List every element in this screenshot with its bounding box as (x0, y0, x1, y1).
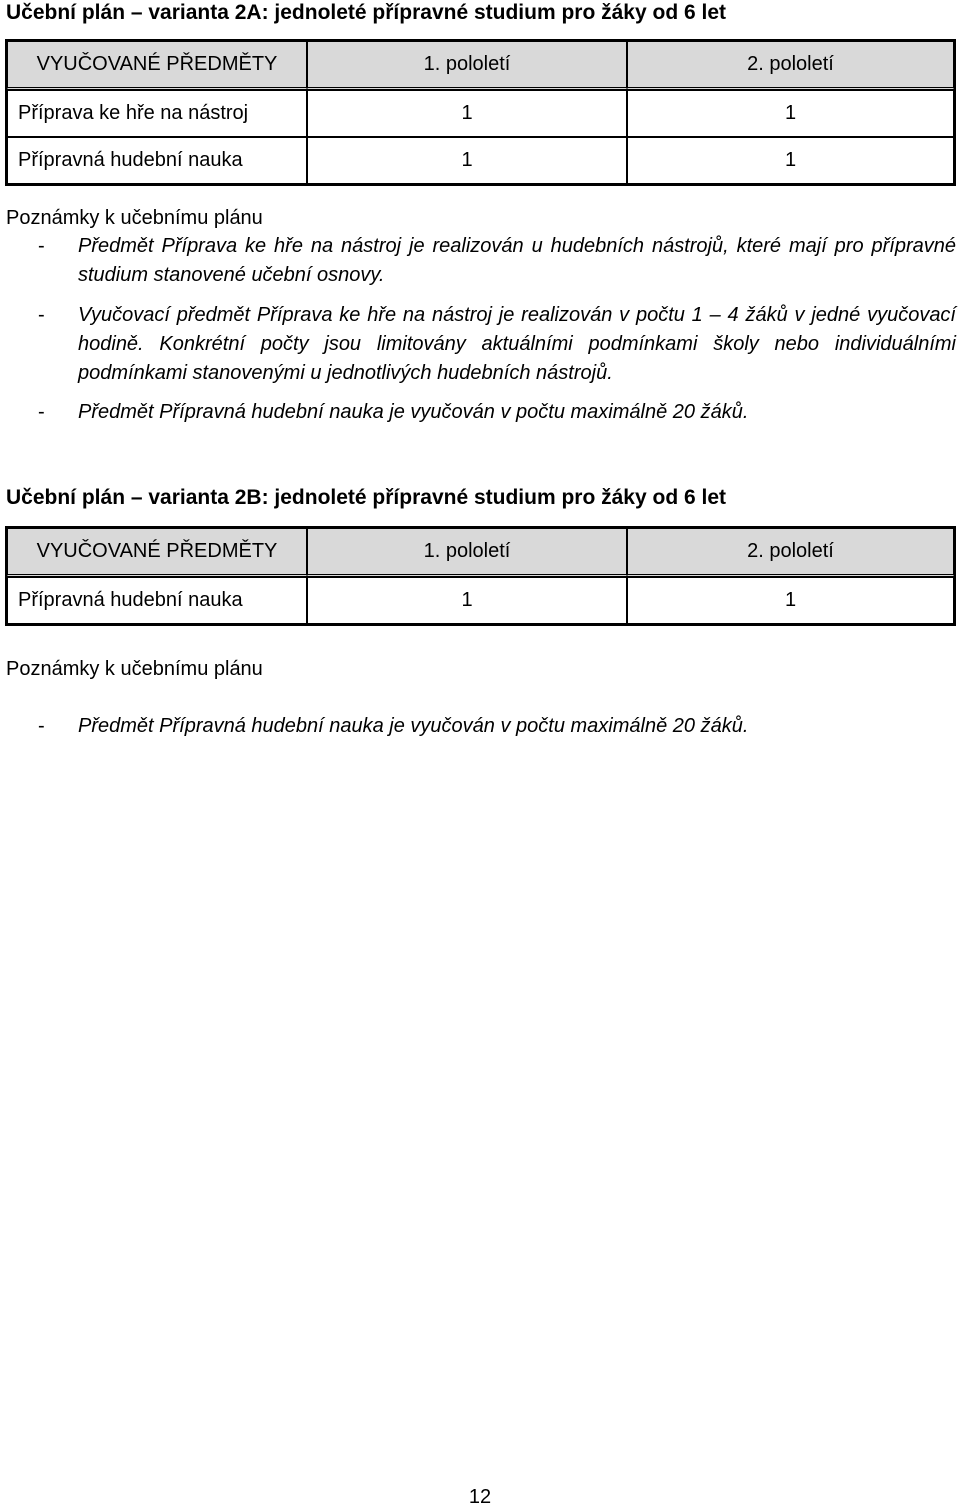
section-a-table (5, 39, 956, 186)
header-semester-1: 1. pololetí (307, 41, 627, 90)
note-text: Předmět Příprava ke hře na nástroj je realizován u hudebních nástrojů, které mají pro přípravné studium stanovené učební osnovy. (78, 235, 956, 286)
subject-cell: Přípravná hudební nauka (7, 137, 307, 184)
section-b-table (5, 526, 956, 626)
header-semester-2: 2. pololetí (627, 41, 954, 90)
section-b-heading: Učební plán – varianta 2B: jednoleté přípravné studium pro žáky od 6 let (6, 486, 727, 509)
table-header-row (7, 528, 954, 577)
header-semester-2: 2. pololetí (627, 528, 954, 577)
hours-semester-1: 1 (307, 577, 627, 624)
subject-cell: Příprava ke hře na nástroj (7, 90, 307, 137)
note-dash: - (38, 401, 45, 423)
hours-semester-2: 1 (627, 90, 954, 137)
table-header-row (7, 41, 954, 90)
hours-semester-2: 1 (627, 577, 954, 624)
note-dash: - (38, 304, 45, 326)
page-number: 12 (468, 1486, 492, 1508)
hours-semester-2: 1 (627, 137, 954, 184)
header-subjects: VYUČOVANÉ PŘEDMĚTY (7, 528, 307, 577)
section-a-heading: Učební plán – varianta 2A: jednoleté přípravné studium pro žáky od 6 let (6, 1, 727, 24)
subject-cell: Přípravná hudební nauka (7, 577, 307, 624)
section-a-note-1 (6, 232, 956, 290)
section-a-notes-title: Poznámky k učebnímu plánu (6, 207, 263, 229)
note-text: Vyučovací předmět Příprava ke hře na nástroj je realizován v počtu 1 – 4 žáků v jedné vyučovací hodině. Konkrétní počty jsou limitovány aktuálními podmínkami školy nebo individuálními podmínkami stanovenými u jednotlivých hudebních nástrojů. (78, 304, 956, 384)
note-text: Předmět Přípravná hudební nauka je vyučován v počtu maximálně 20 žáků. (78, 715, 749, 737)
section-a-note-3 (6, 398, 956, 427)
note-text: Předmět Přípravná hudební nauka je vyučován v počtu maximálně 20 žáků. (78, 401, 749, 423)
section-b-notes-title: Poznámky k učebnímu plánu (6, 658, 263, 680)
table-row (7, 137, 954, 184)
note-dash: - (38, 715, 45, 737)
note-dash: - (38, 235, 45, 257)
hours-semester-1: 1 (307, 137, 627, 184)
hours-semester-1: 1 (307, 90, 627, 137)
header-semester-1: 1. pololetí (307, 528, 627, 577)
table-row (7, 90, 954, 137)
section-a-note-2 (6, 301, 956, 388)
header-subjects: VYUČOVANÉ PŘEDMĚTY (7, 41, 307, 90)
table-row (7, 577, 954, 624)
section-b-note-1 (6, 712, 956, 741)
